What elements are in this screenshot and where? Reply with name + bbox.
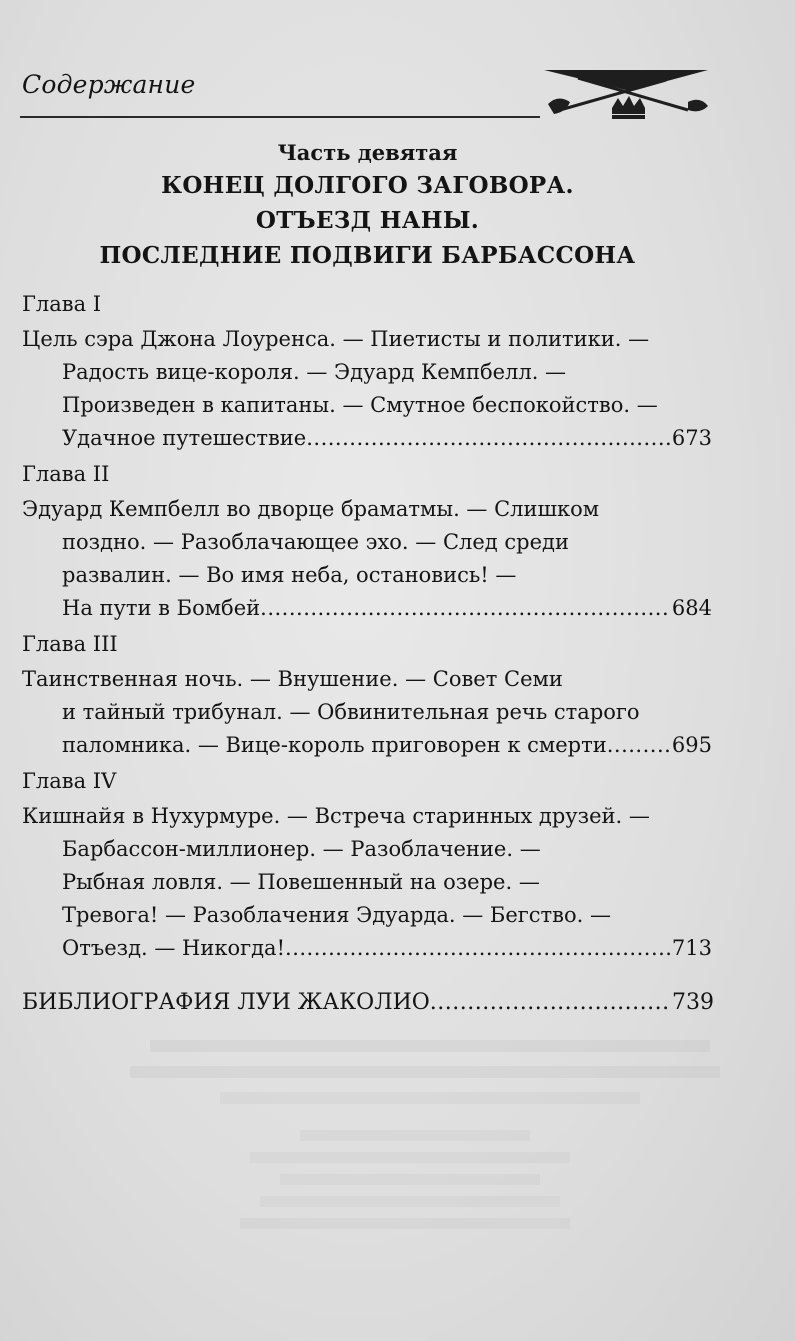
show-through-text	[280, 1174, 540, 1185]
toc-entry-line: Рыбная ловля. — Повешенный на озере. —	[62, 870, 540, 894]
dot-leader	[607, 733, 670, 757]
toc-entry-last-line[interactable]	[62, 936, 712, 960]
show-through-text	[240, 1218, 570, 1229]
chapter-label: Глава II	[22, 462, 110, 486]
running-head-title: Содержание	[22, 70, 196, 99]
header-rule	[20, 116, 540, 118]
part-title-line: КОНЕЦ ДОЛГОГО ЗАГОВОРА.	[161, 172, 574, 199]
show-through-text	[220, 1092, 640, 1104]
dot-leader	[306, 426, 670, 450]
toc-entry-line: Таинственная ночь. — Внушение. — Совет Семи	[22, 667, 563, 691]
toc-entry-line: и тайный трибунал. — Обвинительная речь старого	[62, 700, 640, 724]
show-through-text	[250, 1152, 570, 1163]
toc-entry-line: Барбассон-миллионер. — Разоблачение. —	[62, 837, 541, 861]
crossed-sabres-crown-icon	[538, 58, 713, 128]
toc-entry-line: Эдуард Кемпбелл во дворце браматмы. — Слишком	[22, 497, 600, 521]
chapter-label: Глава I	[22, 292, 102, 316]
toc-entry-line: поздно. — Разоблачающее эхо. — След среди	[62, 530, 569, 554]
show-through-text	[150, 1040, 710, 1052]
page-number: 739	[672, 990, 714, 1015]
show-through-text	[260, 1196, 560, 1207]
dot-leader	[285, 936, 670, 960]
toc-entry-line: Произведен в капитаны. — Смутное беспокойство. —	[62, 393, 658, 417]
chapter-label: Глава IV	[22, 769, 117, 793]
part-label: Часть девятая	[277, 140, 458, 165]
page-number: 713	[671, 936, 712, 960]
show-through-text	[130, 1066, 720, 1078]
page-number: 684	[671, 596, 712, 620]
toc-entry-text: Удачное путешествие	[62, 426, 307, 450]
dot-leader	[430, 990, 670, 1015]
chapter-label: Глава III	[22, 632, 118, 656]
part-title-line: ПОСЛЕДНИЕ ПОДВИГИ БАРБАССОНА	[99, 242, 636, 269]
toc-entry-last-line[interactable]	[62, 596, 712, 620]
bibliography-entry[interactable]	[22, 990, 714, 1015]
toc-entry-line: Радость вице-короля. — Эдуард Кемпбелл. —	[62, 360, 567, 384]
part-title-line: ОТЪЕЗД НАНЫ.	[255, 207, 480, 234]
toc-entry-last-line[interactable]	[62, 733, 712, 757]
show-through-text	[300, 1130, 530, 1141]
toc-entry-text: Отъезд. — Никогда!	[62, 936, 286, 960]
dot-leader	[260, 596, 670, 620]
toc-entry-line: Кишнайя в Нухурмуре. — Встреча старинных друзей. —	[22, 804, 650, 828]
toc-entry-last-line[interactable]	[62, 426, 712, 450]
toc-entry-line: Цель сэра Джона Лоуренса. — Пиетисты и политики. —	[22, 327, 650, 351]
toc-entry-line: развалин. — Во имя неба, остановись! —	[62, 563, 517, 587]
toc-entry-text: паломника. — Вице-король приговорен к смерти	[62, 733, 607, 757]
page-number: 695	[671, 733, 712, 757]
page-number: 673	[671, 426, 712, 450]
toc-entry-line: Тревога! — Разоблачения Эдуарда. — Бегство. —	[62, 903, 611, 927]
bibliography-label: БИБЛИОГРАФИЯ ЛУИ ЖАКОЛИО	[22, 990, 430, 1015]
toc-entry-text: На пути в Бомбей	[62, 596, 261, 620]
